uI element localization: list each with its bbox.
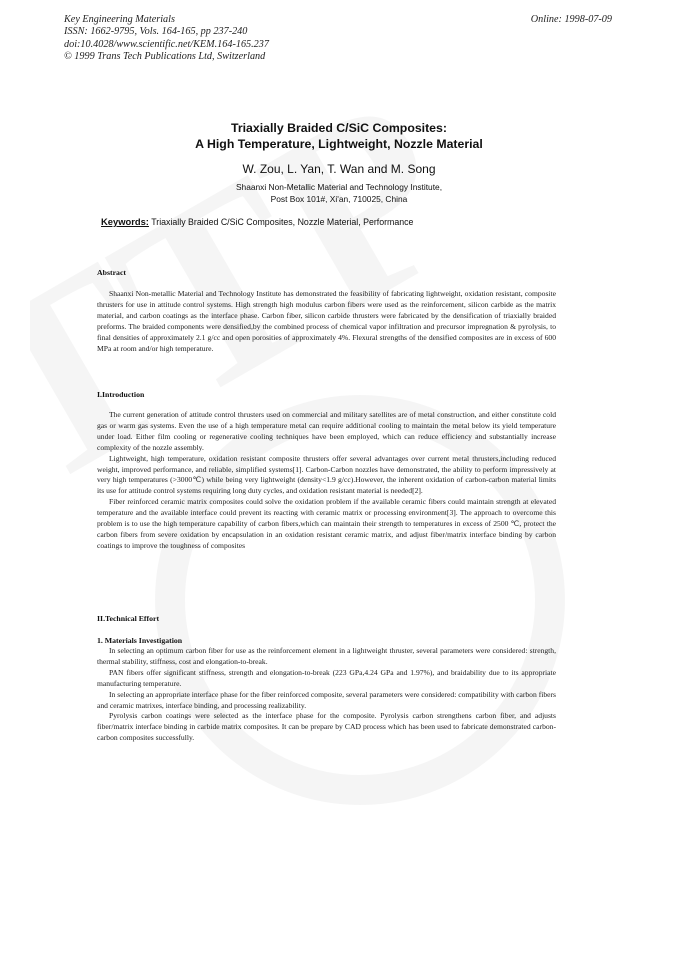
online-date: Online: 1998-07-09	[530, 14, 612, 25]
technical-effort-body	[97, 646, 556, 744]
paper-title-line-2: A High Temperature, Lightweight, Nozzle Material	[195, 137, 483, 151]
copyright-line: © 1999 Trans Tech Publications Ltd, Switzerland	[64, 50, 266, 62]
introduction-paragraph-1: The current generation of attitude control thrusters used on commercial and military satellites are of metal construction, and either constitute cold gas or warm gas systems. Even the use of a high temperature metal can require additional cooling to maintain the metal below its yield temperature under load. Either film cooling or regenerative cooling techniques have been employed, which can reduce efficiency and substantially increase complexity of the nozzle assembly.	[97, 410, 556, 452]
introduction-heading: I.Introduction	[97, 390, 145, 399]
authors: W. Zou, L. Yan, T. Wan and M. Song	[242, 162, 436, 176]
introduction-body	[97, 410, 556, 552]
introduction-paragraph-2: Lightweight, high temperature, oxidation resistant composite thrusters offer several advantages over current metal thrusters,including reduced weight, improved performance, and reliable, simplified systems[1]. Carbon-Carbon nozzles have demonstrated, the ability to perform impressively at very high temperatures (>3000℃) while being very lightweight (density<1.9 g/cc).However, the inherent oxidation of carbon-carbon material limits its use for attitude control systems requiring long duty cycles, and oxidation resistant material is needed[2].	[97, 453, 556, 496]
doi-line: doi:10.4028/www.scientific.net/KEM.164-165.237	[64, 38, 269, 50]
technical-effort-paragraph-4: Pyrolysis carbon coatings were selected as the interface phase for the composite. Pyrolysis carbon strengthens carbon fiber, and adjusts fiber/matrix interface binding in carbide matrix composites. It can be prepare by CAD process which has been used to fabricate demonstrated carbon-carbon composites successfully.	[97, 711, 556, 743]
issn-line: ISSN: 1662-9795, Vols. 164-165, pp 237-240	[64, 26, 248, 38]
materials-investigation-subheading: 1. Materials Investigation	[97, 636, 183, 645]
journal-name: Key Engineering Materials	[64, 14, 175, 25]
abstract-paragraph: Shaanxi Non-metallic Material and Technology Institute has demonstrated the feasibility of fabricating lightweight, oxidation resistant, composite thrusters for use in attitude control systems. High strength high modulus carbon fibers were used as the reinforcement, silicon carbide as the matrix material, and carbon coatings as the interface phase. Carbon fiber, silicon carbide thrusters were fabricated by the densification of triaxially braided preforms. The braided components were densified,by the combined process of chemical vapor infiltration and precursor impregnation & pyrolysis, to final densities of approximately 2.1 g/cc and open porosities of approximately 4%. Flexural strengths of the densified composites are in excess of 600 MPa at room and/or high temperature.	[97, 289, 556, 353]
paper-title-line-1: Triaxially Braided C/SiC Composites:	[231, 121, 447, 135]
affiliation-line-1: Shaanxi Non-Metallic Material and Technology Institute,	[235, 182, 443, 192]
introduction-paragraph-3: Fiber reinforced ceramic matrix composites could solve the oxidation problem if the available ceramic fibers could maintain strength at elevated temperature and the available interface could prevent its reacting with ceramic matrix or processing environment[3]. The approach to overcome this problem is to use the high temperature capability of carbon fibers,which can maintain their strength to temperatures in excess of 2500 ℃, protect the carbon fibers from severe oxidation by encapsulation in an oxidation resistant ceramic matrix, and adjust fiber/matrix interface binding by carbon coatings to improve the toughness of composites	[97, 497, 556, 550]
title-block	[0, 120, 678, 205]
journal-header	[64, 14, 269, 63]
abstract-heading: Abstract	[97, 268, 127, 277]
affiliation-line-2: Post Box 101#, Xi'an, 710025, China	[270, 193, 408, 204]
abstract-body	[97, 289, 556, 354]
keywords-text: Triaxially Braided C/SiC Composites, Nozzle Material, Performance	[151, 217, 414, 227]
technical-effort-paragraph-3: In selecting an appropriate interface phase for the fiber reinforced composite, several parameters were considered: compatibility with carbon fibers and ceramic matrixes, interface binding, and processing realizability.	[97, 689, 556, 710]
keywords	[101, 216, 413, 227]
technical-effort-paragraph-2: PAN fibers offer significant stiffness, strength and elongation-to-break (223 GPa,4.24 GPa and 1.97%), and braidability due to its appropriate manufacturing temperature.	[97, 667, 556, 688]
technical-effort-heading: II.Technical Effort	[97, 614, 160, 623]
technical-effort-paragraph-1: In selecting an optimum carbon fiber for use as the reinforcement element in a lightweight thruster, several parameters were considered: strength, thermal stability, stiffness, cost and elongation-to-break.	[97, 646, 556, 666]
keywords-label: Keywords:	[101, 216, 149, 227]
